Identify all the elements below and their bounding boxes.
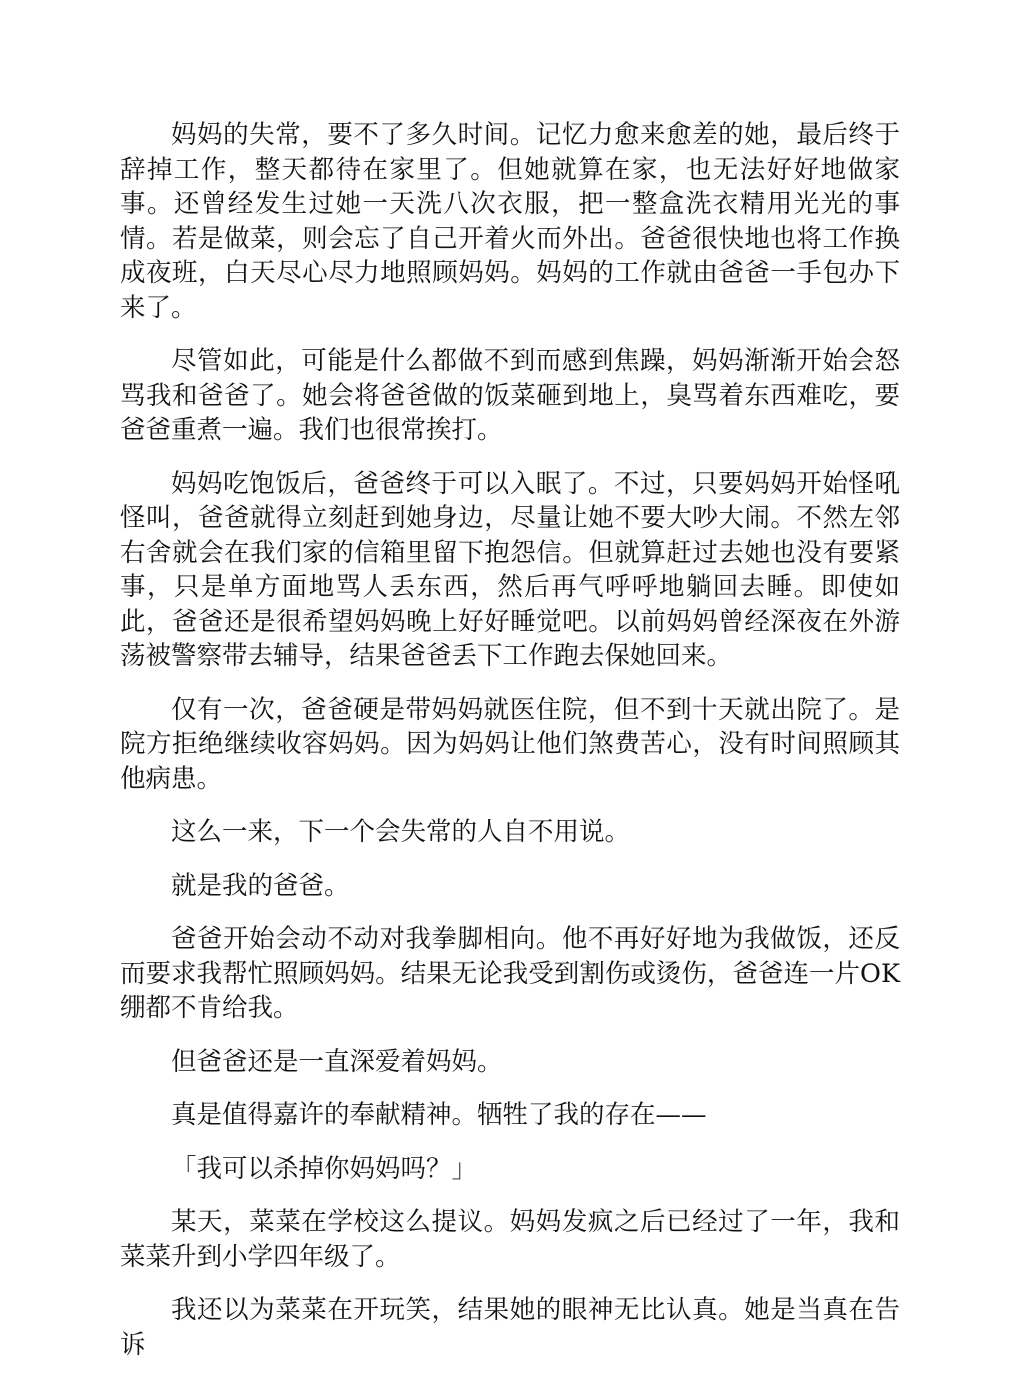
- paragraph: 妈妈吃饱饭后，爸爸终于可以入眠了。不过，只要妈妈开始怪吼怪叫，爸爸就得立刻赶到她身边，尽量让她不要大吵大闹。不然左邻右舍就会在我们家的信箱里留下抱怨信。但就算赶过去她也没有要紧事，只是单方面地骂人丢东西，然后再气呼呼地躺回去睡。即使如此，爸爸还是很希望妈妈晚上好好睡觉吧。以前妈妈曾经深夜在外游荡被警察带去辅导，结果爸爸丢下工作跑去保她回来。: [120, 468, 900, 671]
- paragraph: 就是我的爸爸。: [171, 870, 350, 901]
- paragraph: 这么一来，下一个会失常的人自不用说。: [171, 817, 631, 847]
- paragraph: 尽管如此，可能是什么都做不到而感到焦躁，妈妈渐渐开始会怒骂我和爸爸了。她会将爸爸做的饭菜砸到地上，臭骂着东西难吃，要爸爸重煮一遍。我们也很常挨打。: [120, 346, 900, 445]
- document-page: [120, 118, 900, 1381]
- paragraph: 我还以为菜菜在开玩笑，结果她的眼神无比认真。她是当真在告诉: [120, 1295, 900, 1360]
- paragraph: 「我可以杀掉你妈妈吗？」: [171, 1153, 478, 1184]
- paragraph: 爸爸开始会动不动对我拳脚相向。他不再好好地为我做饭，还反而要求我帮忙照顾妈妈。结果无论我受到割伤或烫伤，爸爸连一片OK绷都不肯给我。: [120, 924, 900, 1023]
- paragraph: 某天，菜菜在学校这么提议。妈妈发疯之后已经过了一年，我和菜菜升到小学四年级了。: [120, 1207, 900, 1272]
- paragraph: 真是值得嘉许的奉献精神。牺牲了我的存在——: [171, 1100, 707, 1130]
- paragraph: 但爸爸还是一直深爱着妈妈。: [171, 1046, 503, 1077]
- paragraph: 仅有一次，爸爸硬是带妈妈就医住院，但不到十天就出院了。是院方拒绝继续收容妈妈。因为妈妈让他们煞费苦心，没有时间照顾其他病患。: [120, 694, 900, 794]
- paragraph: 妈妈的失常，要不了多久时间。记忆力愈来愈差的她，最后终于辞掉工作，整天都待在家里了。但她就算在家，也无法好好地做家事。还曾经发生过她一天洗八次衣服，把一整盒洗衣精用光光的事情。若是做菜，则会忘了自己开着火而外出。爸爸很快地也将工作换成夜班，白天尽心尽力地照顾妈妈。妈妈的工作就由爸爸一手包办下来了。: [120, 120, 900, 323]
